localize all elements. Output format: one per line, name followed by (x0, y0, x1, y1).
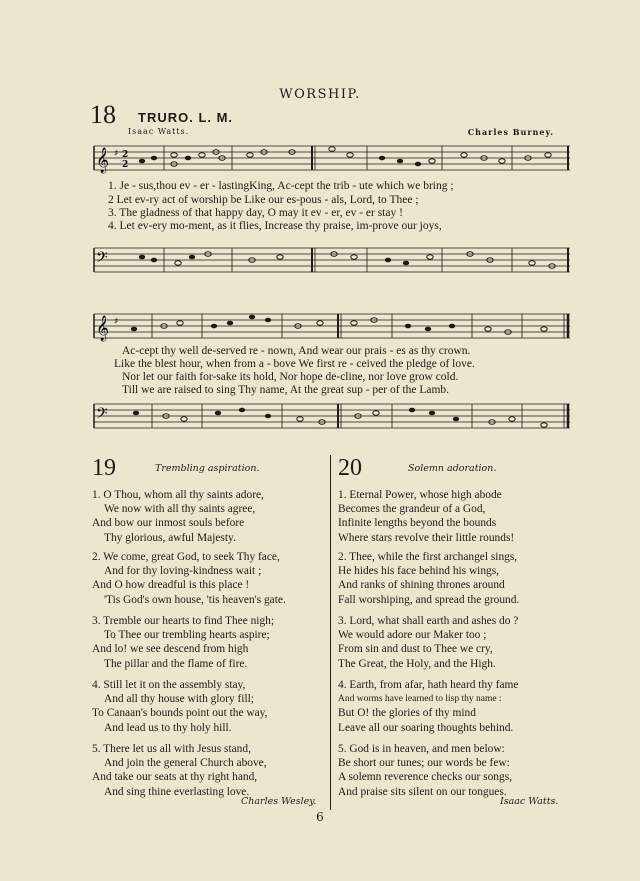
hymn-18-composer: Charles Burney. (467, 127, 554, 137)
hymn-18-lyric-line: 2 Let ev-ry act of worship be Like our es-pous - als, Lord, to Thee ; (108, 194, 419, 206)
stanza-line: The Great, the Holy, and the High. (338, 657, 496, 670)
column-divider (330, 455, 331, 810)
stanza (92, 614, 274, 671)
stanza-line: And join the general Church above, (104, 757, 267, 770)
notes-treble-1 (139, 147, 551, 167)
stanza-line: 'Tis God's own house, 'tis heaven's gate. (104, 593, 286, 606)
stanza-line: 3. Lord, what shall earth and ashes do ? (338, 615, 519, 627)
stanza (338, 614, 518, 671)
stanza-line: Where stars revolve their little rounds! (338, 531, 515, 544)
stanza-line: 1. O Thou, whom all thy saints adore, (92, 489, 264, 501)
bass-staff-2 (94, 404, 570, 428)
stanza (92, 678, 267, 735)
stanza-line: To Thee our trembling hearts aspire; (104, 629, 270, 642)
stanza-line: 4. Earth, from afar, hath heard thy fame (338, 679, 519, 691)
svg-text:♯: ♯ (114, 317, 119, 327)
stanza (338, 550, 519, 607)
stanza-line: To Canaan's bounds point out the way, (92, 707, 268, 720)
stanza-line: 2. Thee, while the first archangel sings, (338, 551, 518, 563)
stanza-line: Fall worshiping, and spread the ground. (338, 593, 520, 606)
hymn-18-author: Isaac Watts. (128, 127, 190, 136)
stanza-line: He hides his face behind his wings, (338, 565, 500, 578)
hymn-19-signature: Charles Wesley. (241, 796, 317, 807)
hymn-18-lyric-line: 1. Je - sus,thou ev - er - lastingKing, Ac-cept the trib - ute which we bring ; (108, 180, 454, 192)
stanza-line: And lead us to thy holy hill. (104, 721, 232, 734)
stanza-line: 2. We come, great God, to seek Thy face, (92, 551, 280, 563)
stanza-line: A solemn reverence checks our songs, (338, 771, 512, 784)
stanza-line: 4. Still let it on the assembly stay, (92, 679, 246, 691)
stanza-line: 5. God is in heaven, and men below: (338, 743, 505, 755)
hymn-18-lyric-line: 4. Let ev-ery mo-ment, as it flies, Increase thy praise, im-prove our joys, (108, 220, 442, 232)
stanza-line: Be short our tunes; our words be few: (338, 757, 510, 770)
tune-name: TRURO. L. M. (138, 110, 234, 125)
bass-clef-icon: 𝄢 (96, 249, 108, 270)
page-number: 6 (316, 810, 324, 824)
stanza-line: Thy glorious, awful Majesty. (104, 531, 236, 544)
stanza (338, 488, 514, 545)
stanza-line: But O! the glories of thy mind (338, 707, 476, 720)
stanza-line: Infinite lengths beyond the bounds (338, 517, 497, 530)
svg-text:2: 2 (122, 150, 129, 160)
stanza (92, 550, 286, 607)
stanza-line: The pillar and the flame of fire. (104, 657, 248, 670)
stanza (92, 488, 264, 545)
treble-staff-2 (94, 314, 570, 338)
stanza-line: And lo! we see descend from high (92, 643, 249, 656)
stanza-line: Becomes the grandeur of a God, (338, 503, 486, 516)
hymn-19-subtitle: Trembling aspiration. (155, 463, 260, 474)
stanza-line: We would adore our Maker too ; (338, 629, 487, 642)
treble-clef-icon: 𝄞 (96, 316, 110, 341)
treble-clef-icon: 𝄞 (96, 148, 110, 173)
svg-text:2: 2 (122, 160, 129, 170)
stanza-line: And take our seats at thy right hand, (92, 771, 258, 784)
stanza-line: And bow our inmost souls before (92, 517, 245, 530)
notes-bass-2 (133, 408, 547, 428)
stanza (92, 742, 267, 799)
stanza-line: And worms have learned to lisp thy name : (338, 694, 502, 705)
stanza-line: From sin and dust to Thee we cry, (338, 643, 493, 656)
stanza-line: And all thy house with glory fill; (104, 693, 254, 706)
stanza-line: And praise sits silent on our tongues. (338, 785, 507, 798)
section-title: WORSHIP. (279, 87, 361, 102)
hymn-20-signature: Isaac Watts. (500, 796, 559, 807)
hymn-18-lyric-line: Ac-cept thy well de-served re - nown, And wear our prais - es as thy crown. (122, 345, 471, 357)
bass-clef-icon: 𝄢 (96, 405, 108, 426)
stanza-line: And ranks of shining thrones around (338, 579, 505, 592)
stanza-line: We now with all thy saints agree, (104, 503, 256, 516)
hymn-18-lyric-line: Till we are raised to sing Thy name, At the great sup - per of the Lamb. (122, 384, 450, 396)
hymn-18-lyric-line: 3. The gladness of that happy day, O may it ev - er, ev - er stay ! (108, 207, 403, 219)
stanza (338, 742, 512, 799)
stanza-line: And sing thine everlasting love. (104, 785, 250, 798)
hymn-19-number: 19 (92, 455, 116, 481)
stanza-line: 3. Tremble our hearts to find Thee nigh; (92, 615, 275, 627)
stanza-line: And O how dreadful is this place ! (92, 579, 250, 592)
hymn-18-number: 18 (90, 100, 116, 129)
stanza-line: 1. Eternal Power, whose high abode (338, 489, 502, 501)
svg-text:♯: ♯ (114, 149, 119, 159)
hymn-20-number: 20 (338, 455, 362, 481)
hymn-18-lyric-line: Nor let our faith for-sake its hold, Nor hope de-cline, nor love grow cold. (122, 371, 459, 383)
treble-staff-1 (94, 146, 570, 170)
stanza-line: 5. There let us all with Jesus stand, (92, 743, 251, 755)
hymn-18-lyric-line: Like the blest hour, when from a - bove We first re - ceived the pledge of love. (114, 358, 475, 370)
stanza-line: Leave all our soaring thoughts behind. (338, 721, 514, 734)
hymn-20-subtitle: Solemn adoration. (408, 463, 497, 474)
stanza-line: And for thy loving-kindness wait ; (104, 565, 262, 578)
stanza (338, 678, 518, 735)
